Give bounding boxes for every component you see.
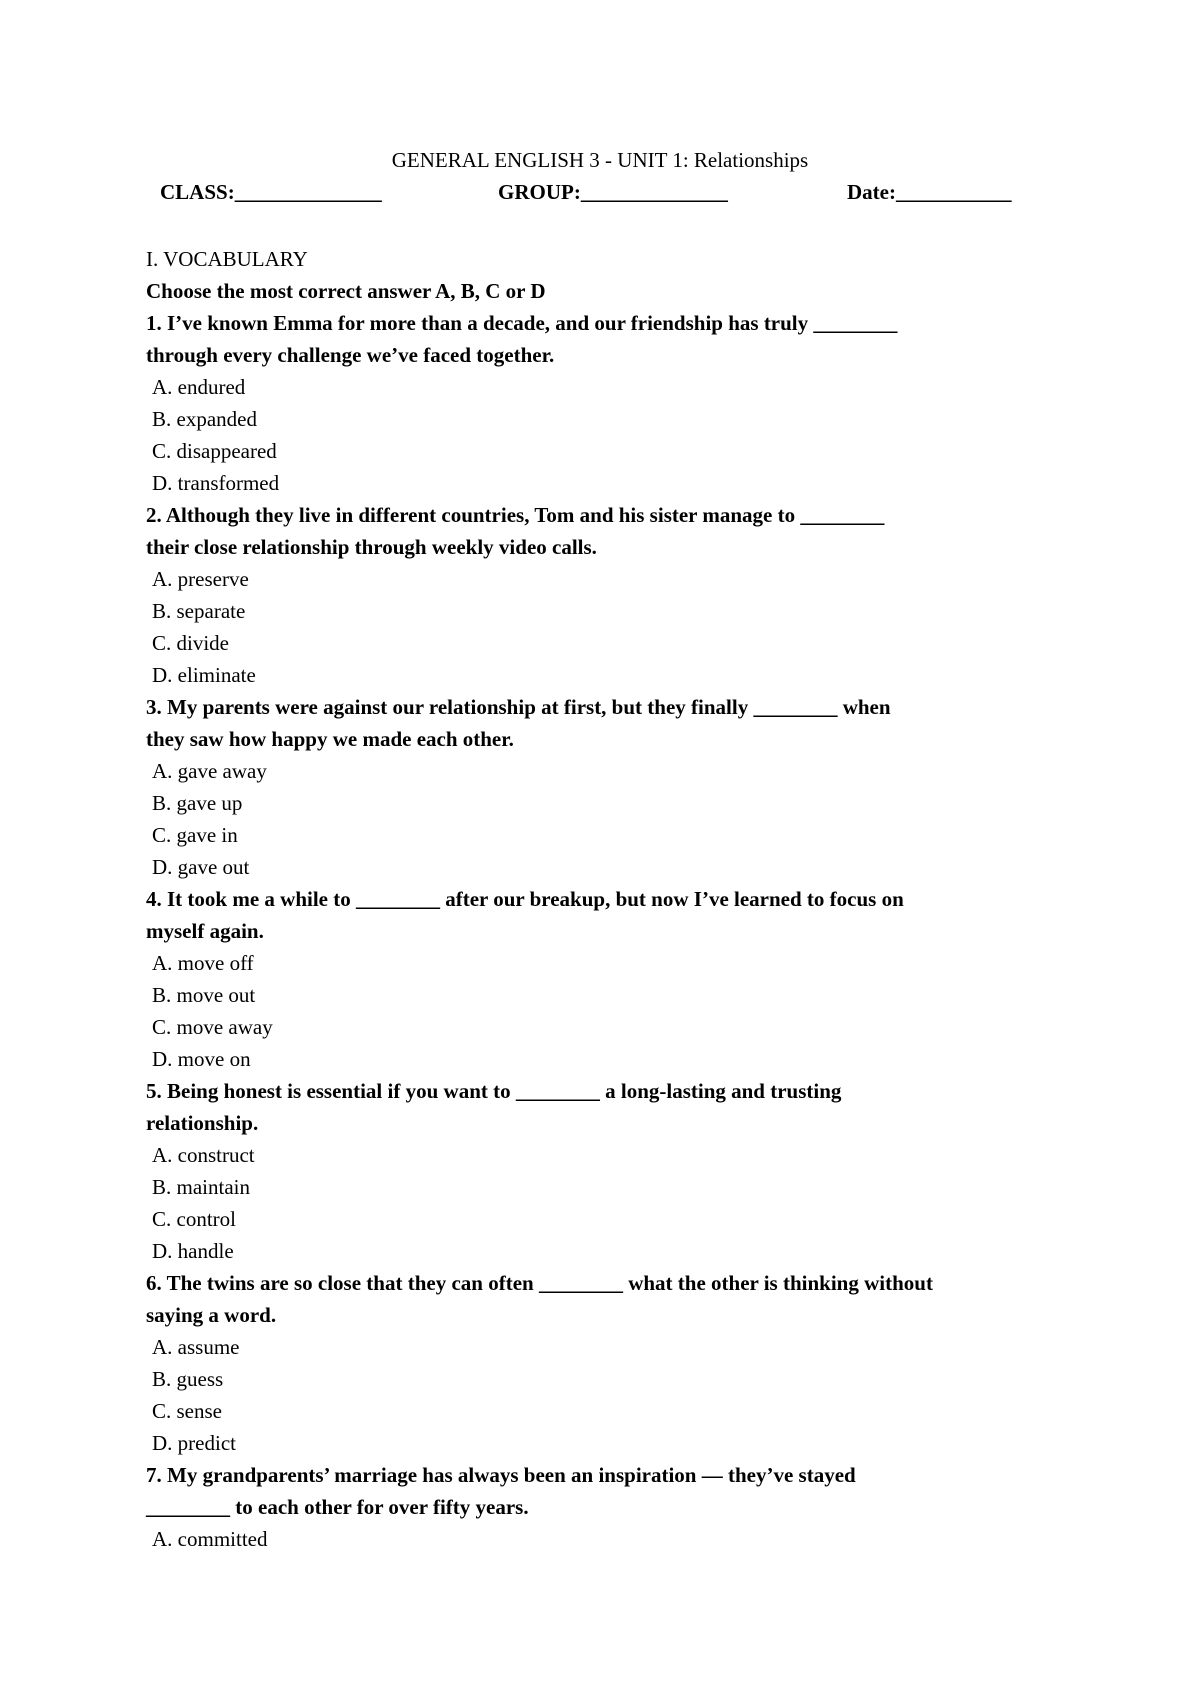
question-text: 6. The twins are so close that they can often ________ what the other is thinking without <box>146 1271 933 1295</box>
question-text: 3. My parents were against our relationship at first, but they finally ________ when <box>146 695 891 719</box>
question-text: their close relationship through weekly video calls. <box>146 535 597 559</box>
section-heading: I. VOCABULARY <box>146 247 308 271</box>
question-text: they saw how happy we made each other. <box>146 727 514 751</box>
answer-option: A. committed <box>152 1527 268 1551</box>
question-text: myself again. <box>146 919 264 943</box>
section-instruction: Choose the most correct answer A, B, C or D <box>146 279 546 303</box>
worksheet-content <box>146 243 1086 1555</box>
answer-option: B. move out <box>152 983 256 1007</box>
question-4 <box>146 883 1086 1075</box>
answer-option: D. gave out <box>152 855 250 879</box>
question-text: saying a word. <box>146 1303 277 1327</box>
question-text: ________ to each other for over fifty years. <box>146 1495 529 1519</box>
answer-option: D. predict <box>152 1431 236 1455</box>
answer-option: A. preserve <box>152 567 249 591</box>
answer-option: B. maintain <box>152 1175 250 1199</box>
answer-option: C. control <box>152 1207 236 1231</box>
question-text: through every challenge we’ve faced together. <box>146 343 555 367</box>
question-2 <box>146 499 1086 691</box>
class-field: CLASS:______________ <box>160 180 382 204</box>
answer-option: A. construct <box>152 1143 255 1167</box>
answer-option: B. expanded <box>152 407 257 431</box>
answer-option: C. divide <box>152 631 229 655</box>
question-text: 2. Although they live in different countries, Tom and his sister manage to ________ <box>146 503 885 527</box>
answer-option: D. transformed <box>152 471 280 495</box>
question-text: 1. I’ve known Emma for more than a decade, and our friendship has truly ________ <box>146 311 898 335</box>
answer-option: B. gave up <box>152 791 243 815</box>
answer-option: B. separate <box>152 599 246 623</box>
answer-option: D. move on <box>152 1047 251 1071</box>
question-3 <box>146 691 1086 883</box>
group-field: GROUP:______________ <box>498 180 728 204</box>
question-list <box>146 307 1086 1555</box>
answer-option: A. assume <box>152 1335 240 1359</box>
question-text: 5. Being honest is essential if you want to ________ a long-lasting and trusting <box>146 1079 842 1103</box>
answer-option: C. sense <box>152 1399 222 1423</box>
question-text: 4. It took me a while to ________ after our breakup, but now I’ve learned to focus on <box>146 887 904 911</box>
question-text: 7. My grandparents’ marriage has always been an inspiration — they’ve stayed <box>146 1463 856 1487</box>
question-6 <box>146 1267 1086 1459</box>
worksheet-title: GENERAL ENGLISH 3 - UNIT 1: Relationships <box>391 148 809 172</box>
answer-option: C. gave in <box>152 823 238 847</box>
question-1 <box>146 307 1086 499</box>
question-5 <box>146 1075 1086 1267</box>
answer-option: B. guess <box>152 1367 224 1391</box>
answer-option: D. eliminate <box>152 663 256 687</box>
answer-option: A. move off <box>152 951 254 975</box>
answer-option: D. handle <box>152 1239 234 1263</box>
answer-option: A. endured <box>152 375 246 399</box>
answer-option: A. gave away <box>152 759 267 783</box>
question-text: relationship. <box>146 1111 259 1135</box>
answer-option: C. move away <box>152 1015 273 1039</box>
answer-option: C. disappeared <box>152 439 277 463</box>
question-7 <box>146 1459 1086 1555</box>
date-field: Date:___________ <box>847 180 1012 204</box>
